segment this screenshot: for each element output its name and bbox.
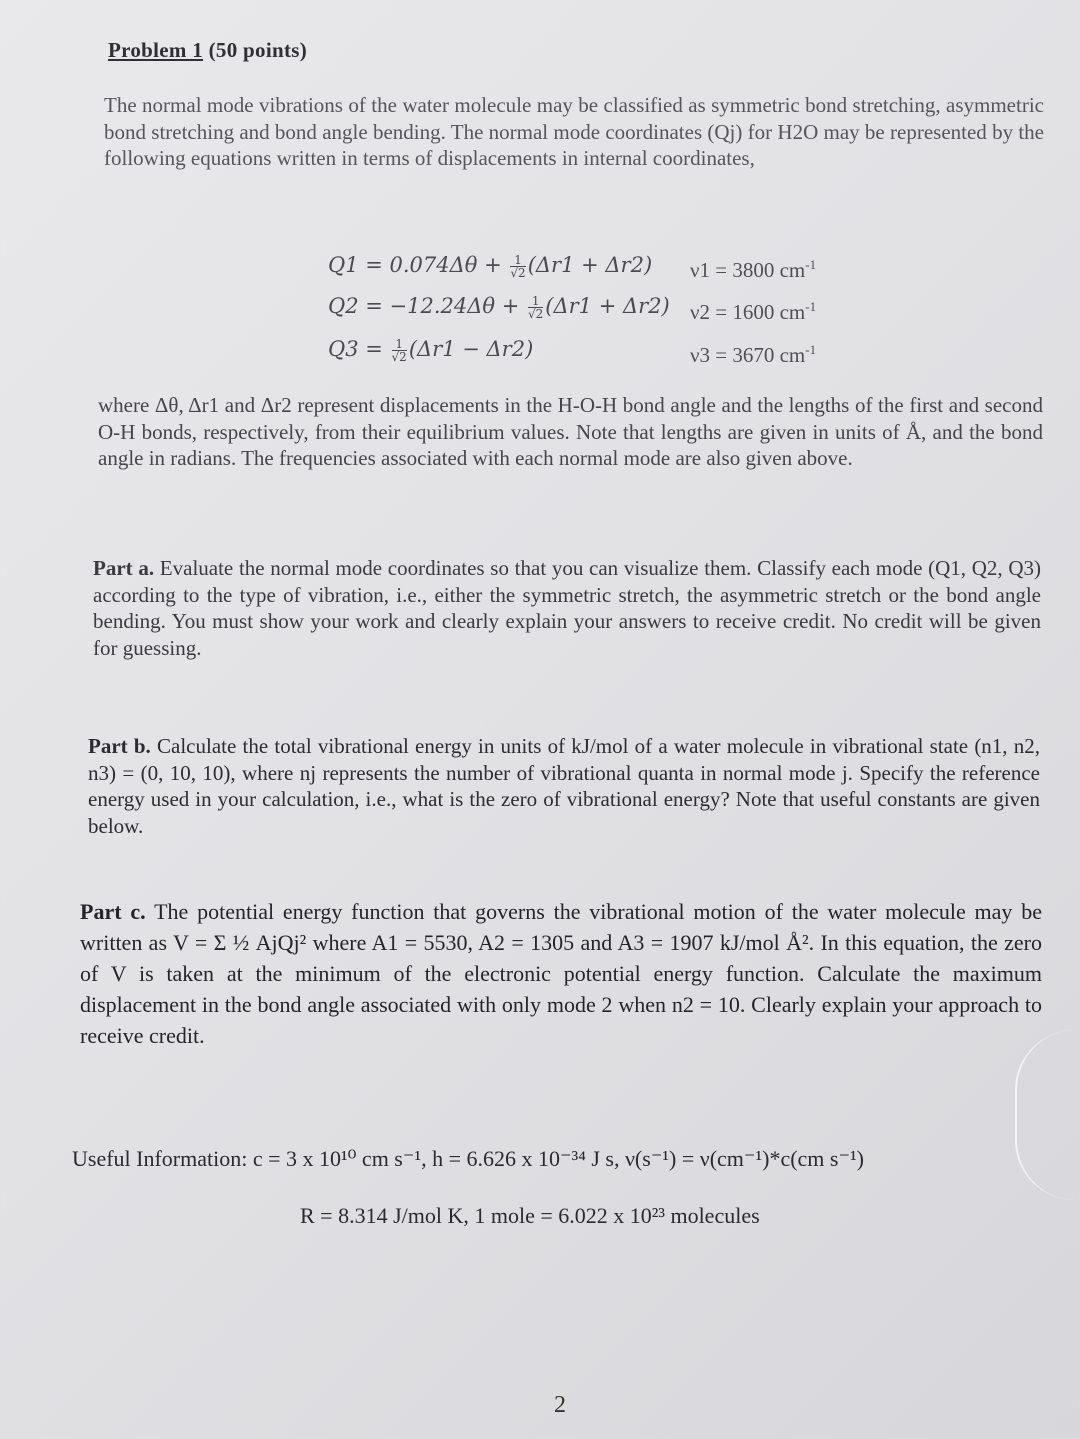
equation-q2: [328, 294, 670, 320]
part-b-paragraph: [88, 733, 1040, 839]
frequency-v3: [690, 343, 816, 368]
page-number: 2: [554, 1392, 566, 1418]
problem-points: (50 points): [208, 38, 308, 62]
equation-q1: [328, 253, 652, 279]
frequency-v2-text: ν2 = 1600 cm: [690, 300, 806, 324]
fraction-numerator: 1: [392, 338, 407, 351]
problem-label: Problem 1: [108, 38, 204, 62]
fraction-numerator: 1: [528, 295, 543, 308]
where-paragraph: where Δθ, Δr1 and Δr2 represent displacements in the H-O-H bond angle and the lengths of the first and second O-H bonds, respectively, from their equilibrium values. Note that lengths are given in units of Å, and the bond angle in radians. The frequencies associated with each normal mode are also given above.: [98, 393, 1043, 470]
equation-q3-lhs: Q3 =: [328, 337, 390, 361]
fraction-denominator: √2: [510, 266, 526, 280]
fraction: [392, 338, 407, 363]
unit-exponent: -1: [805, 257, 817, 272]
frequency-v1: [690, 258, 816, 283]
part-a-paragraph: [93, 555, 1041, 661]
part-c-text: The potential energy function that governs the vibrational motion of the water molecule may be written as V = Σ ½ AjQj² where A1 = 5530, A2 = 1305 and A3 = 1907 kJ/mol Å². In this equation, the zero of V is taken at the minimum of the electronic potential energy function. Calculate the maximum displacement in the bond angle associated with only mode 2 when n2 = 10. Clearly explain your approach to receive credit.: [80, 899, 1043, 1048]
intro-paragraph: The normal mode vibrations of the water molecule may be classified as symmetric bond stretching, asymmetric bond stretching and bond angle bending. The normal mode coordinates (Qj) for H2O may be represented by the following equations written in terms of displacements in internal coordinates,: [104, 93, 1044, 170]
unit-exponent: -1: [805, 342, 817, 357]
equation-q1-lhs: Q1 = 0.074Δθ +: [328, 253, 509, 277]
useful-information-line-2: R = 8.314 J/mol K, 1 mole = 6.022 x 10²³ molecules: [300, 1203, 760, 1228]
part-b-text: Calculate the total vibrational energy in units of kJ/mol of a water molecule in vibrational state (n1, n2, n3) = (0, 10, 10), where nj represents the number of vibrational quanta in normal mode j. Specify the reference energy used in your calculation, i.e., what is the zero of vibrational energy? Note that useful constants are given below.: [88, 734, 1041, 838]
unit-exponent: -1: [805, 299, 817, 314]
frequency-v3-text: ν3 = 3670 cm: [690, 343, 806, 367]
fraction-denominator: √2: [528, 307, 544, 321]
part-c-paragraph: [80, 896, 1042, 1051]
part-b-label: Part b.: [88, 734, 151, 758]
frequency-v1-text: ν1 = 3800 cm: [690, 258, 806, 282]
fraction: [528, 295, 543, 320]
part-a-text: Evaluate the normal mode coordinates so that you can visualize them. Classify each mode (Q1, Q2, Q3) according to the type of vibration, i.e., either the symmetric stretch, the asymmetric stretch or the bond angle bending. You must show your work and clearly explain your answers to receive credit. No credit will be given for guessing.: [93, 556, 1042, 660]
fraction-numerator: 1: [510, 254, 525, 267]
paper-fold-highlight: [1015, 1030, 1080, 1200]
equation-q2-rhs: (Δr1 + Δr2): [545, 294, 670, 318]
fraction: [510, 254, 525, 279]
frequency-v2: [690, 300, 816, 325]
equation-q3: [328, 337, 533, 363]
part-c-label: Part c.: [80, 899, 146, 924]
equation-q3-rhs: (Δr1 − Δr2): [408, 337, 534, 361]
equation-q2-lhs: Q2 = −12.24Δθ +: [328, 294, 526, 318]
equation-q1-rhs: (Δr1 + Δr2): [527, 253, 653, 277]
useful-information-line-1: Useful Information: c = 3 x 10¹⁰ cm s⁻¹, h = 6.626 x 10⁻³⁴ J s, ν(s⁻¹) = ν(cm⁻¹)*c(cm s⁻¹): [72, 1146, 865, 1171]
fraction-denominator: √2: [391, 350, 407, 364]
part-a-label: Part a.: [93, 556, 155, 580]
problem-title: [108, 38, 307, 63]
